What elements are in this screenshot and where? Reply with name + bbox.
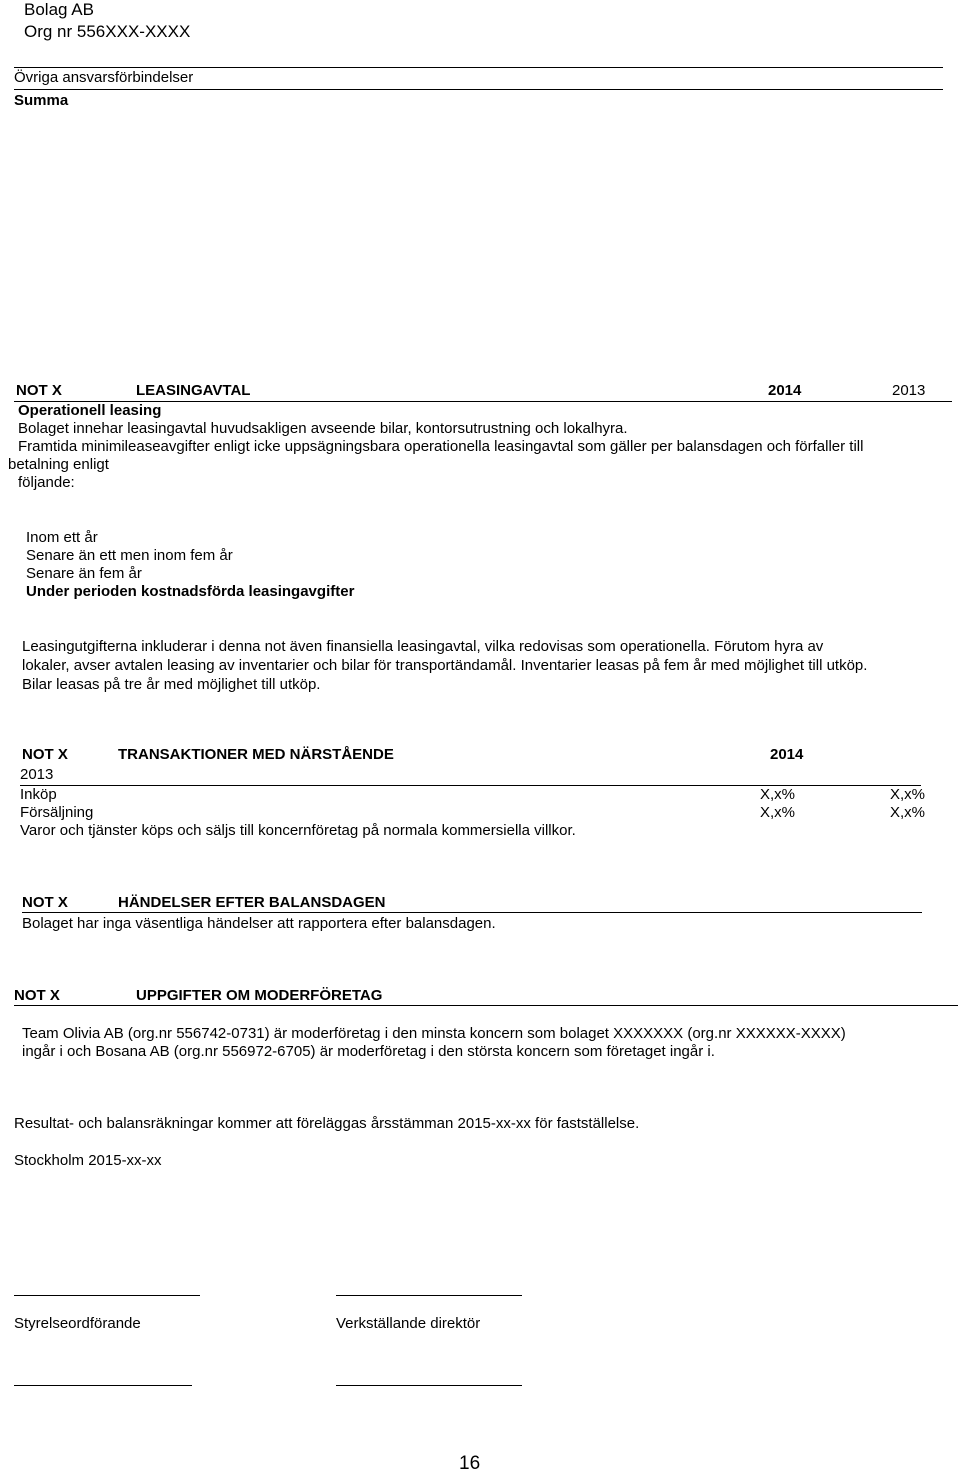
year-previous: 2013 (892, 382, 926, 399)
list-item: Senare än fem år (26, 565, 142, 582)
divider (22, 912, 922, 913)
page-number: 16 (459, 1453, 481, 1474)
year-current: 2014 (768, 382, 802, 399)
signature-title: Styrelseordförande (14, 1315, 141, 1332)
period-total-label: Under perioden kostnadsförda leasingavgifter (26, 583, 355, 600)
text-line: Bolaget innehar leasingavtal huvudsakligen avseende bilar, kontorsutrustning och lokalhyra. (18, 420, 628, 437)
other-liabilities-label: Övriga ansvarsförbindelser (14, 69, 194, 86)
row-value: X,x% (760, 804, 796, 821)
year-current: 2014 (770, 746, 804, 763)
row-value: X,x% (760, 786, 796, 803)
total-label: Summa (14, 92, 69, 109)
text-line: betalning enligt (8, 456, 109, 473)
divider (14, 1005, 958, 1006)
note-number: NOT X (14, 987, 60, 1004)
section-subtitle: Operationell leasing (18, 402, 162, 419)
note-title: UPPGIFTER OM MODERFÖRETAG (136, 987, 383, 1004)
text-line: Leasingutgifterna inkluderar i denna not även finansiella leasingavtal, vilka redovisas som operationella. Förutom hyra av (22, 638, 824, 655)
year-previous: 2013 (20, 766, 54, 783)
signature-title: Verkställande direktör (336, 1315, 481, 1332)
text-line: följande: (18, 474, 75, 491)
text-line: Varor och tjänster köps och säljs till koncernföretag på normala kommersiella villkor. (20, 822, 576, 839)
divider (14, 67, 943, 68)
org-number: Org nr 556XXX-XXXX (24, 22, 191, 41)
list-item: Inom ett år (26, 529, 98, 546)
signature-line (336, 1385, 522, 1386)
signature-line (14, 1385, 192, 1386)
text-line: Framtida minimileaseavgifter enligt icke uppsägningsbara operationella leasingavtal som gäller per balansdagen och förfaller till (18, 438, 864, 455)
text-line: lokaler, avser avtalen leasing av inventarier och bilar för transportändamål. Inventarier leasas på fem år med möjlighet till utköp. (22, 657, 868, 674)
note-title: HÄNDELSER EFTER BALANSDAGEN (118, 894, 386, 911)
text-line: Bilar leasas på tre år med möjlighet till utköp. (22, 676, 321, 693)
note-number: NOT X (16, 382, 62, 399)
text-line: Team Olivia AB (org.nr 556742-0731) är moderföretag i den minsta koncern som bolaget XXXXXXX (org.nr XXXXXX-XXXX) (22, 1025, 846, 1042)
divider (14, 89, 943, 90)
signature-line (14, 1295, 200, 1296)
note-number: NOT X (22, 894, 68, 911)
company-name: Bolag AB (24, 0, 94, 19)
row-value: X,x% (890, 804, 926, 821)
note-title: LEASINGAVTAL (136, 382, 251, 399)
closing-statement: Resultat- och balansräkningar kommer att föreläggas årsstämman 2015-xx-xx för fastställelse. (14, 1115, 640, 1132)
signature-line (336, 1295, 522, 1296)
note-number: NOT X (22, 746, 68, 763)
text-line: ingår i och Bosana AB (org.nr 556972-6705) är moderföretag i den största koncern som företaget ingår i. (22, 1043, 715, 1060)
row-label: Inköp (20, 786, 57, 803)
text-line: Bolaget har inga väsentliga händelser att rapportera efter balansdagen. (22, 915, 496, 932)
row-label: Försäljning (20, 804, 94, 821)
place-date: Stockholm 2015-xx-xx (14, 1152, 162, 1169)
note-title: TRANSAKTIONER MED NÄRSTÅENDE (118, 746, 394, 763)
list-item: Senare än ett men inom fem år (26, 547, 233, 564)
row-value: X,x% (890, 786, 926, 803)
